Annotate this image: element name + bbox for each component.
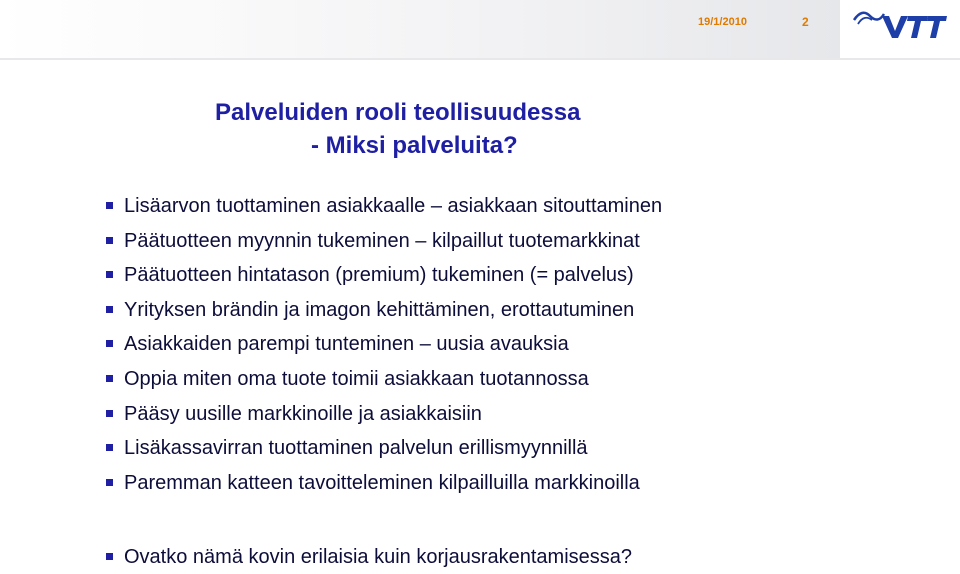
bullet-item: Lisäarvon tuottaminen asiakkaalle – asiakkaan sitouttaminen [106, 189, 946, 224]
title-line-2: - Miksi palveluita? [311, 132, 518, 159]
slide-date: 19/1/2010 [698, 16, 747, 28]
square-bullet-icon [106, 553, 113, 560]
vtt-logo-icon [848, 6, 948, 42]
square-bullet-icon [106, 237, 113, 244]
bullet-item: Päätuotteen hintatason (premium) tukeminen (= palvelus) [106, 258, 946, 293]
slide-page-number: 2 [802, 15, 809, 29]
square-bullet-icon [106, 479, 113, 486]
title-line-1: Palveluiden rooli teollisuudessa [215, 99, 581, 126]
header-band [0, 0, 840, 60]
final-question-text: Ovatko nämä kovin erilaisia kuin korjausrakentamisessa? [124, 546, 633, 568]
square-bullet-icon [106, 444, 113, 451]
slide-header [0, 0, 960, 60]
square-bullet-icon [106, 340, 113, 347]
final-question [106, 540, 632, 574]
header-divider [0, 58, 960, 60]
square-bullet-icon [106, 202, 113, 209]
bullet-item: Paremman katteen tavoitteleminen kilpailluilla markkinoilla [106, 466, 946, 501]
bullet-item: Yrityksen brändin ja imagon kehittäminen, erottautuminen [106, 293, 946, 328]
bullet-item: Asiakkaiden parempi tunteminen – uusia avauksia [106, 327, 946, 362]
bullet-item: Pääsy uusille markkinoille ja asiakkaisiin [106, 397, 946, 432]
square-bullet-icon [106, 306, 113, 313]
bullet-item: Päätuotteen myynnin tukeminen – kilpaillut tuotemarkkinat [106, 224, 946, 259]
bullet-item: Lisäkassavirran tuottaminen palvelun erillismyynnillä [106, 431, 946, 466]
square-bullet-icon [106, 271, 113, 278]
square-bullet-icon [106, 375, 113, 382]
slide-title [215, 96, 775, 162]
bullet-list [106, 189, 946, 500]
bullet-item: Oppia miten oma tuote toimii asiakkaan tuotannossa [106, 362, 946, 397]
square-bullet-icon [106, 410, 113, 417]
